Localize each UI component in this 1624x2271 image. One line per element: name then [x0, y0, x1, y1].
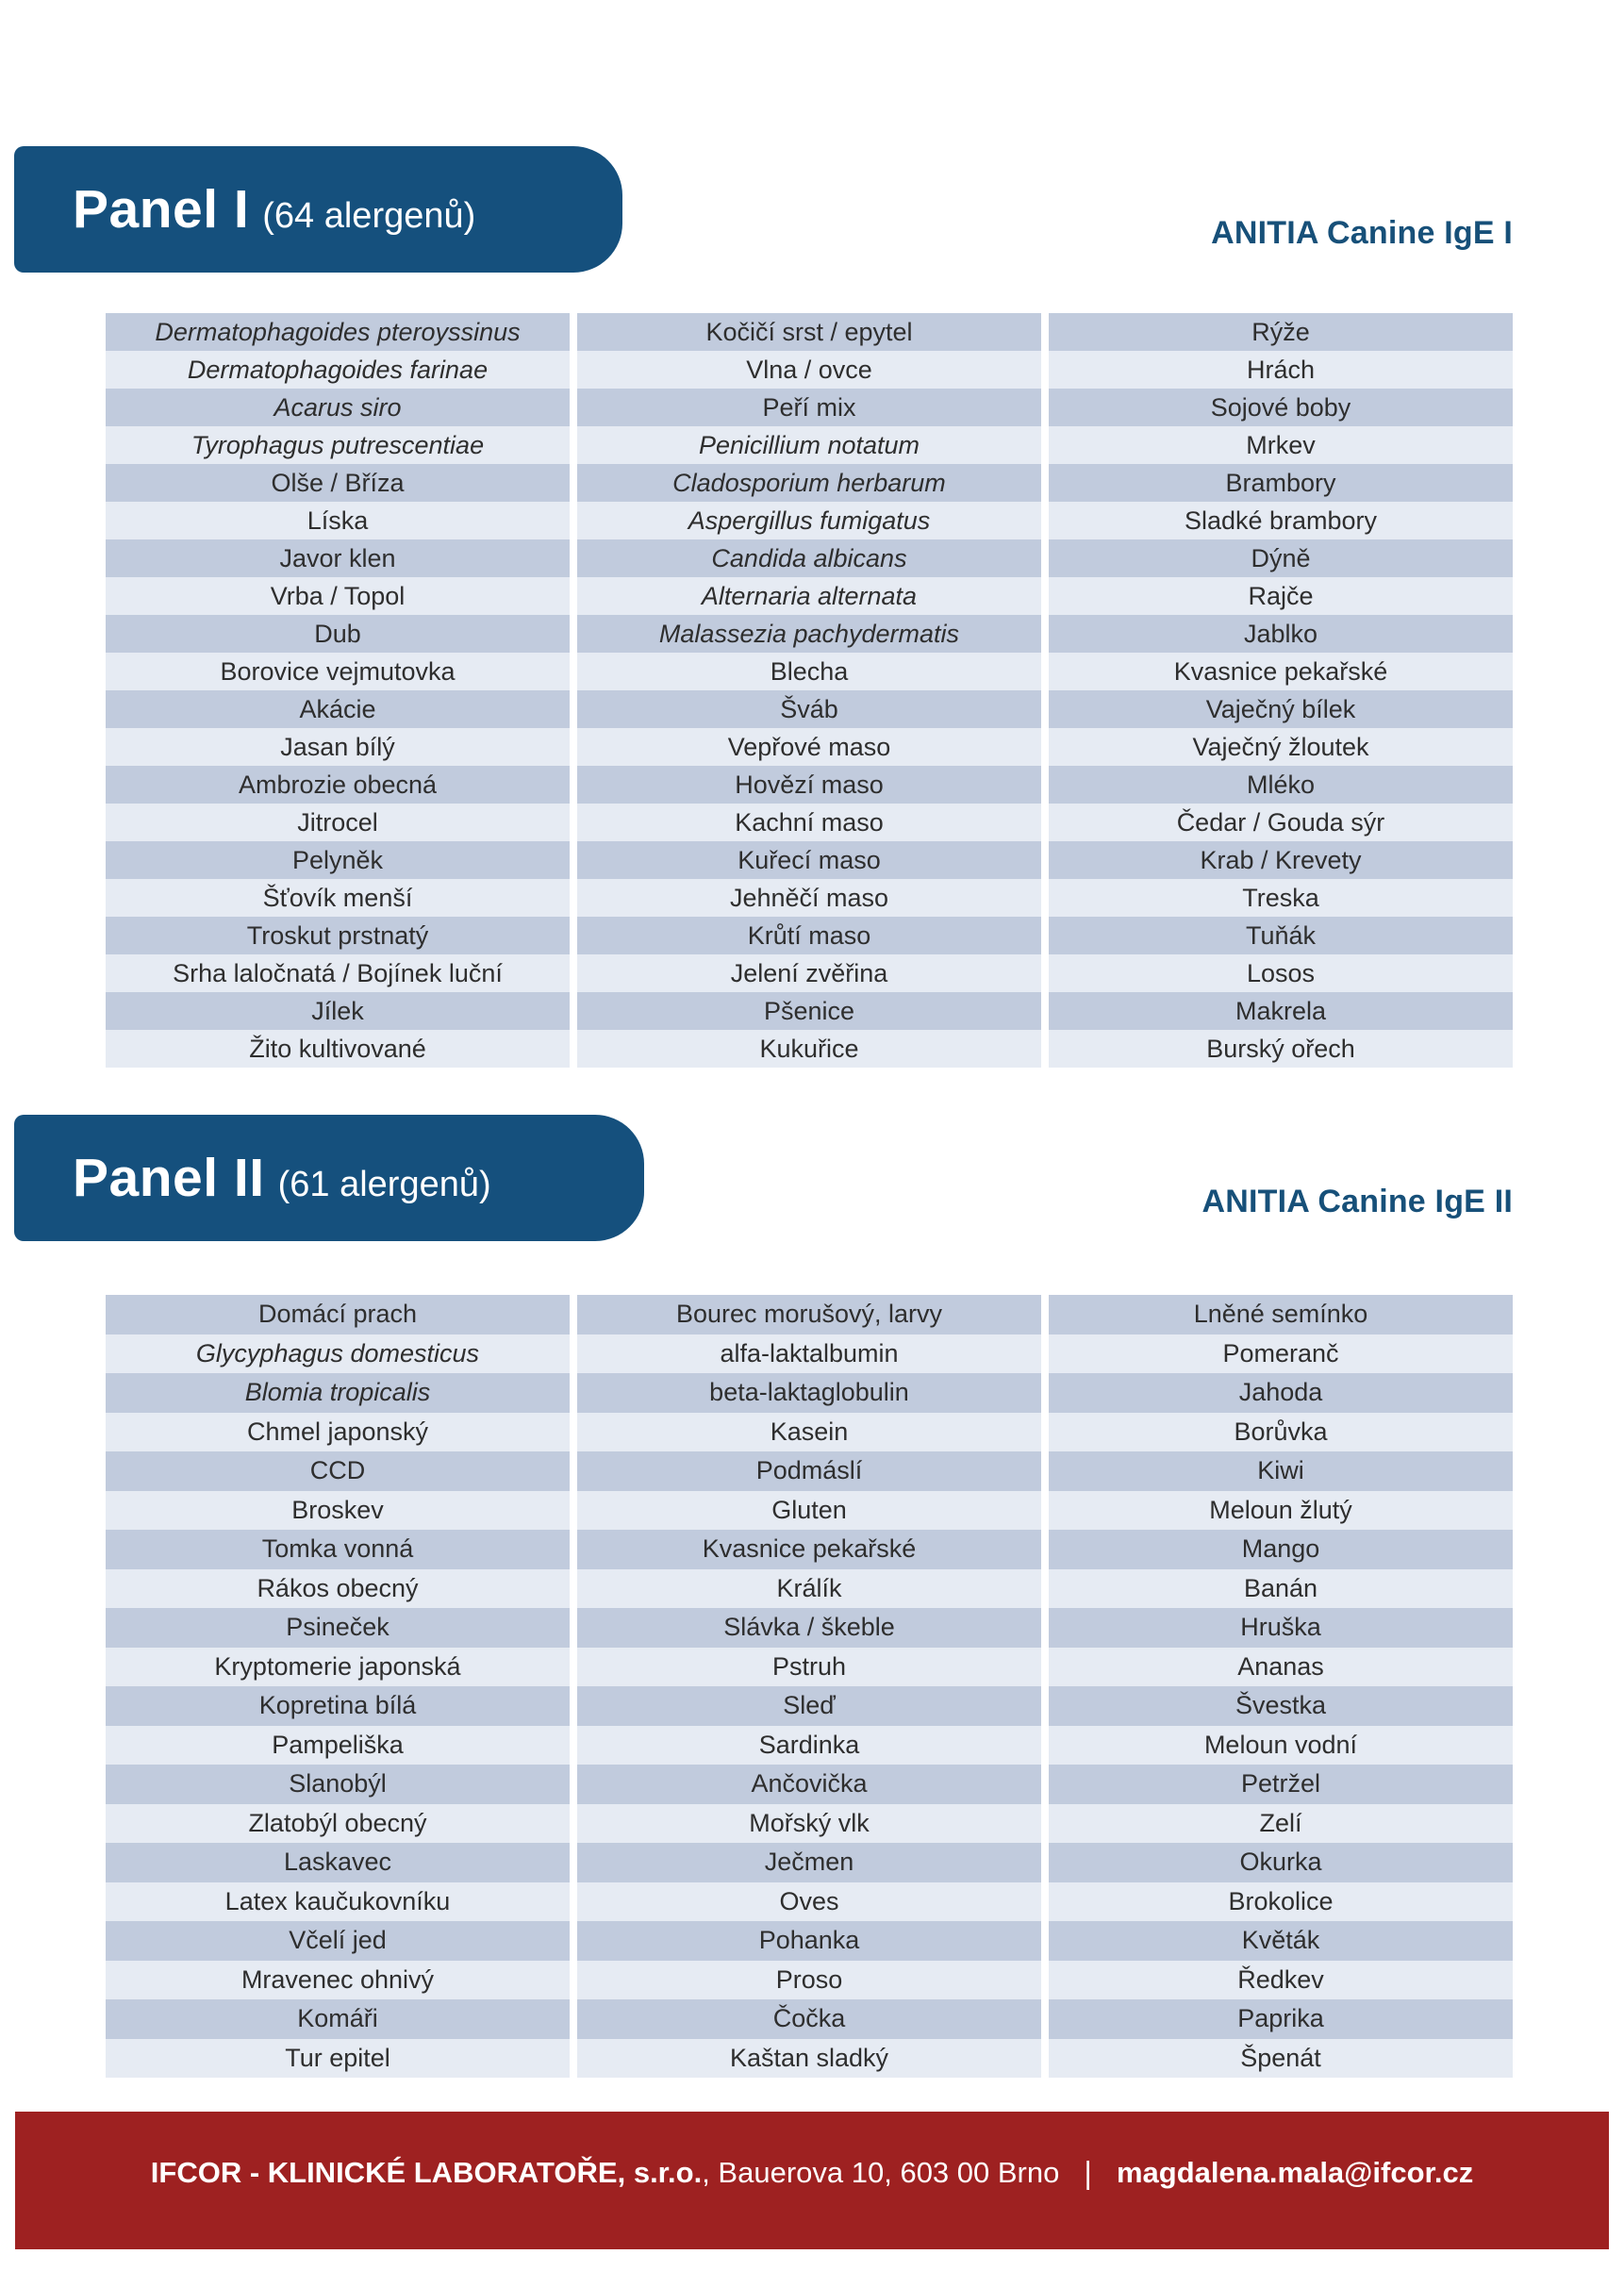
allergen-cell: Candida albicans: [577, 539, 1041, 577]
allergen-cell: Brambory: [1049, 464, 1513, 502]
allergen-cell: Slanobýl: [106, 1765, 570, 1804]
allergen-cell: Hruška: [1049, 1608, 1513, 1648]
allergen-cell: Pohanka: [577, 1921, 1041, 1961]
panel-2-badge-text: [73, 1147, 491, 1209]
allergen-cell: Dýně: [1049, 539, 1513, 577]
allergen-cell: Špenát: [1049, 2039, 1513, 2079]
allergen-cell: Oves: [577, 1882, 1041, 1922]
panel-1-table: [106, 313, 1513, 1068]
allergen-cell: Srha laločnatá / Bojínek luční: [106, 954, 570, 992]
allergen-cell: Ambrozie obecná: [106, 766, 570, 804]
allergen-cell: Blomia tropicalis: [106, 1373, 570, 1413]
panel-2-badge: [14, 1115, 644, 1241]
allergen-cell: Pšenice: [577, 992, 1041, 1030]
allergen-cell: Okurka: [1049, 1843, 1513, 1882]
allergen-cell: Meloun žlutý: [1049, 1491, 1513, 1531]
footer-text: [151, 2155, 1473, 2191]
allergen-cell: Tur epitel: [106, 2039, 570, 2079]
footer-email[interactable]: magdalena.mala@ifcor.cz: [1116, 2156, 1474, 2189]
allergen-cell: Glycyphagus domesticus: [106, 1334, 570, 1374]
allergen-cell: alfa-laktalbumin: [577, 1334, 1041, 1374]
allergen-cell: Aspergillus fumigatus: [577, 502, 1041, 539]
allergen-cell: Slávka / škeble: [577, 1608, 1041, 1648]
allergen-cell: Borovice vejmutovka: [106, 653, 570, 690]
footer-company: IFCOR - KLINICKÉ LABORATOŘE, s.r.o.: [150, 2156, 703, 2189]
allergen-cell: Ančovička: [577, 1765, 1041, 1804]
allergen-cell: Mrkev: [1049, 426, 1513, 464]
allergen-cell: Pstruh: [577, 1648, 1041, 1687]
allergen-cell: Pomeranč: [1049, 1334, 1513, 1374]
allergen-cell: Zelí: [1049, 1804, 1513, 1844]
allergen-cell: Kaštan sladký: [577, 2039, 1041, 2079]
allergen-cell: Kryptomerie japonská: [106, 1648, 570, 1687]
allergen-cell: Jitrocel: [106, 804, 570, 841]
allergen-cell: Sardinka: [577, 1726, 1041, 1765]
panel-2-section: [0, 1115, 1624, 2078]
allergen-cell: Latex kaučukovníku: [106, 1882, 570, 1922]
panel-1-title: Panel I: [73, 179, 250, 240]
allergen-cell: Kasein: [577, 1413, 1041, 1452]
allergen-cell: Mravenec ohnivý: [106, 1961, 570, 2000]
allergen-cell: Kvasnice pekařské: [1049, 653, 1513, 690]
allergen-cell: Kopretina bílá: [106, 1686, 570, 1726]
allergen-cell: Sleď: [577, 1686, 1041, 1726]
allergen-cell: Kachní maso: [577, 804, 1041, 841]
allergen-cell: Králík: [577, 1569, 1041, 1609]
panel-1-badge-text: [73, 178, 475, 240]
allergen-column: [106, 1295, 570, 2078]
allergen-cell: Gluten: [577, 1491, 1041, 1531]
allergen-cell: Pampeliška: [106, 1726, 570, 1765]
allergen-cell: Rýže: [1049, 313, 1513, 351]
allergen-cell: Krab / Krevety: [1049, 841, 1513, 879]
allergen-cell: Kočičí srst / epytel: [577, 313, 1041, 351]
allergen-cell: Rajče: [1049, 577, 1513, 615]
allergen-cell: beta-laktaglobulin: [577, 1373, 1041, 1413]
panel-1-section: [0, 0, 1624, 1068]
allergen-cell: Akácie: [106, 690, 570, 728]
allergen-cell: Jasan bílý: [106, 728, 570, 766]
allergen-cell: Psineček: [106, 1608, 570, 1648]
footer-separator: |: [1084, 2155, 1092, 2190]
allergen-cell: Tyrophagus putrescentiae: [106, 426, 570, 464]
allergen-cell: CCD: [106, 1451, 570, 1491]
allergen-column: [1049, 313, 1513, 1068]
allergen-cell: Ječmen: [577, 1843, 1041, 1882]
panel-2-product-name: ANITIA Canine IgE II: [1201, 1184, 1513, 1219]
allergen-cell: Ananas: [1049, 1648, 1513, 1687]
allergen-cell: Mléko: [1049, 766, 1513, 804]
allergen-cell: Domácí prach: [106, 1295, 570, 1334]
allergen-column: [577, 1295, 1041, 2078]
allergen-cell: Kvasnice pekařské: [577, 1530, 1041, 1569]
allergen-cell: Sladké brambory: [1049, 502, 1513, 539]
allergen-column: [577, 313, 1041, 1068]
panel-2-header-row: [14, 1115, 1513, 1241]
allergen-column: [106, 313, 570, 1068]
allergen-cell: Dub: [106, 615, 570, 653]
panel-1-product-name: ANITIA Canine IgE I: [1211, 215, 1513, 251]
allergen-cell: Čočka: [577, 1999, 1041, 2039]
allergen-cell: Losos: [1049, 954, 1513, 992]
allergen-cell: Borůvka: [1049, 1413, 1513, 1452]
allergen-cell: Kuřecí maso: [577, 841, 1041, 879]
allergen-cell: Malassezia pachydermatis: [577, 615, 1041, 653]
allergen-cell: Sojové boby: [1049, 389, 1513, 426]
allergen-cell: Troskut prstnatý: [106, 917, 570, 954]
allergen-cell: Alternaria alternata: [577, 577, 1041, 615]
allergen-cell: Petržel: [1049, 1765, 1513, 1804]
allergen-cell: Ředkev: [1049, 1961, 1513, 2000]
panel-1-header-row: [14, 146, 1513, 273]
panel-1-allergen-count: (64 alergenů): [262, 196, 476, 236]
allergen-cell: Pelyněk: [106, 841, 570, 879]
panel-2-table: [106, 1295, 1513, 2078]
allergen-cell: Dermatophagoides farinae: [106, 351, 570, 389]
allergen-cell: Jílek: [106, 992, 570, 1030]
allergen-cell: Švestka: [1049, 1686, 1513, 1726]
allergen-cell: Mango: [1049, 1530, 1513, 1569]
allergen-cell: Hovězí maso: [577, 766, 1041, 804]
allergen-cell: Vaječný bílek: [1049, 690, 1513, 728]
allergen-cell: Hrách: [1049, 351, 1513, 389]
allergen-cell: Tuňák: [1049, 917, 1513, 954]
allergen-cell: Cladosporium herbarum: [577, 464, 1041, 502]
allergen-cell: Podmáslí: [577, 1451, 1041, 1491]
footer-bar: [15, 2112, 1609, 2249]
allergen-cell: Zlatobýl obecný: [106, 1804, 570, 1844]
panel-1-badge: [14, 146, 622, 273]
allergen-cell: Jelení zvěřina: [577, 954, 1041, 992]
allergen-cell: Jehněčí maso: [577, 879, 1041, 917]
allergen-cell: Kukuřice: [577, 1030, 1041, 1068]
allergen-cell: Krůtí maso: [577, 917, 1041, 954]
allergen-cell: Žito kultivované: [106, 1030, 570, 1068]
allergen-cell: Vepřové maso: [577, 728, 1041, 766]
allergen-cell: Šťovík menší: [106, 879, 570, 917]
allergen-cell: Mořský vlk: [577, 1804, 1041, 1844]
allergen-cell: Komáři: [106, 1999, 570, 2039]
allergen-cell: Broskev: [106, 1491, 570, 1531]
allergen-cell: Šváb: [577, 690, 1041, 728]
allergen-cell: Peří mix: [577, 389, 1041, 426]
allergen-cell: Květák: [1049, 1921, 1513, 1961]
panel-2-title: Panel II: [73, 1148, 265, 1208]
allergen-cell: Kiwi: [1049, 1451, 1513, 1491]
allergen-cell: Rákos obecný: [106, 1569, 570, 1609]
allergen-cell: Blecha: [577, 653, 1041, 690]
allergen-cell: Acarus siro: [106, 389, 570, 426]
footer-address: , Bauerova 10, 603 00 Brno: [702, 2156, 1060, 2189]
allergen-cell: Burský ořech: [1049, 1030, 1513, 1068]
allergen-cell: Vrba / Topol: [106, 577, 570, 615]
allergen-cell: Vlna / ovce: [577, 351, 1041, 389]
allergen-cell: Chmel japonský: [106, 1413, 570, 1452]
allergen-column: [1049, 1295, 1513, 2078]
allergen-cell: Lněné semínko: [1049, 1295, 1513, 1334]
allergen-cell: Jahoda: [1049, 1373, 1513, 1413]
panel-2-allergen-count: (61 alergenů): [277, 1165, 491, 1204]
allergen-cell: Olše / Bříza: [106, 464, 570, 502]
allergen-cell: Včelí jed: [106, 1921, 570, 1961]
allergen-cell: Proso: [577, 1961, 1041, 2000]
allergen-cell: Vaječný žloutek: [1049, 728, 1513, 766]
allergen-cell: Dermatophagoides pteroyssinus: [106, 313, 570, 351]
allergen-cell: Bourec morušový, larvy: [577, 1295, 1041, 1334]
allergen-cell: Líska: [106, 502, 570, 539]
allergen-cell: Brokolice: [1049, 1882, 1513, 1922]
allergen-cell: Laskavec: [106, 1843, 570, 1882]
allergen-cell: Banán: [1049, 1569, 1513, 1609]
allergen-cell: Tomka vonná: [106, 1530, 570, 1569]
allergen-cell: Penicillium notatum: [577, 426, 1041, 464]
allergen-cell: Meloun vodní: [1049, 1726, 1513, 1765]
allergen-cell: Javor klen: [106, 539, 570, 577]
allergen-cell: Paprika: [1049, 1999, 1513, 2039]
allergen-cell: Treska: [1049, 879, 1513, 917]
allergen-cell: Makrela: [1049, 992, 1513, 1030]
allergen-cell: Čedar / Gouda sýr: [1049, 804, 1513, 841]
allergen-cell: Jablko: [1049, 615, 1513, 653]
